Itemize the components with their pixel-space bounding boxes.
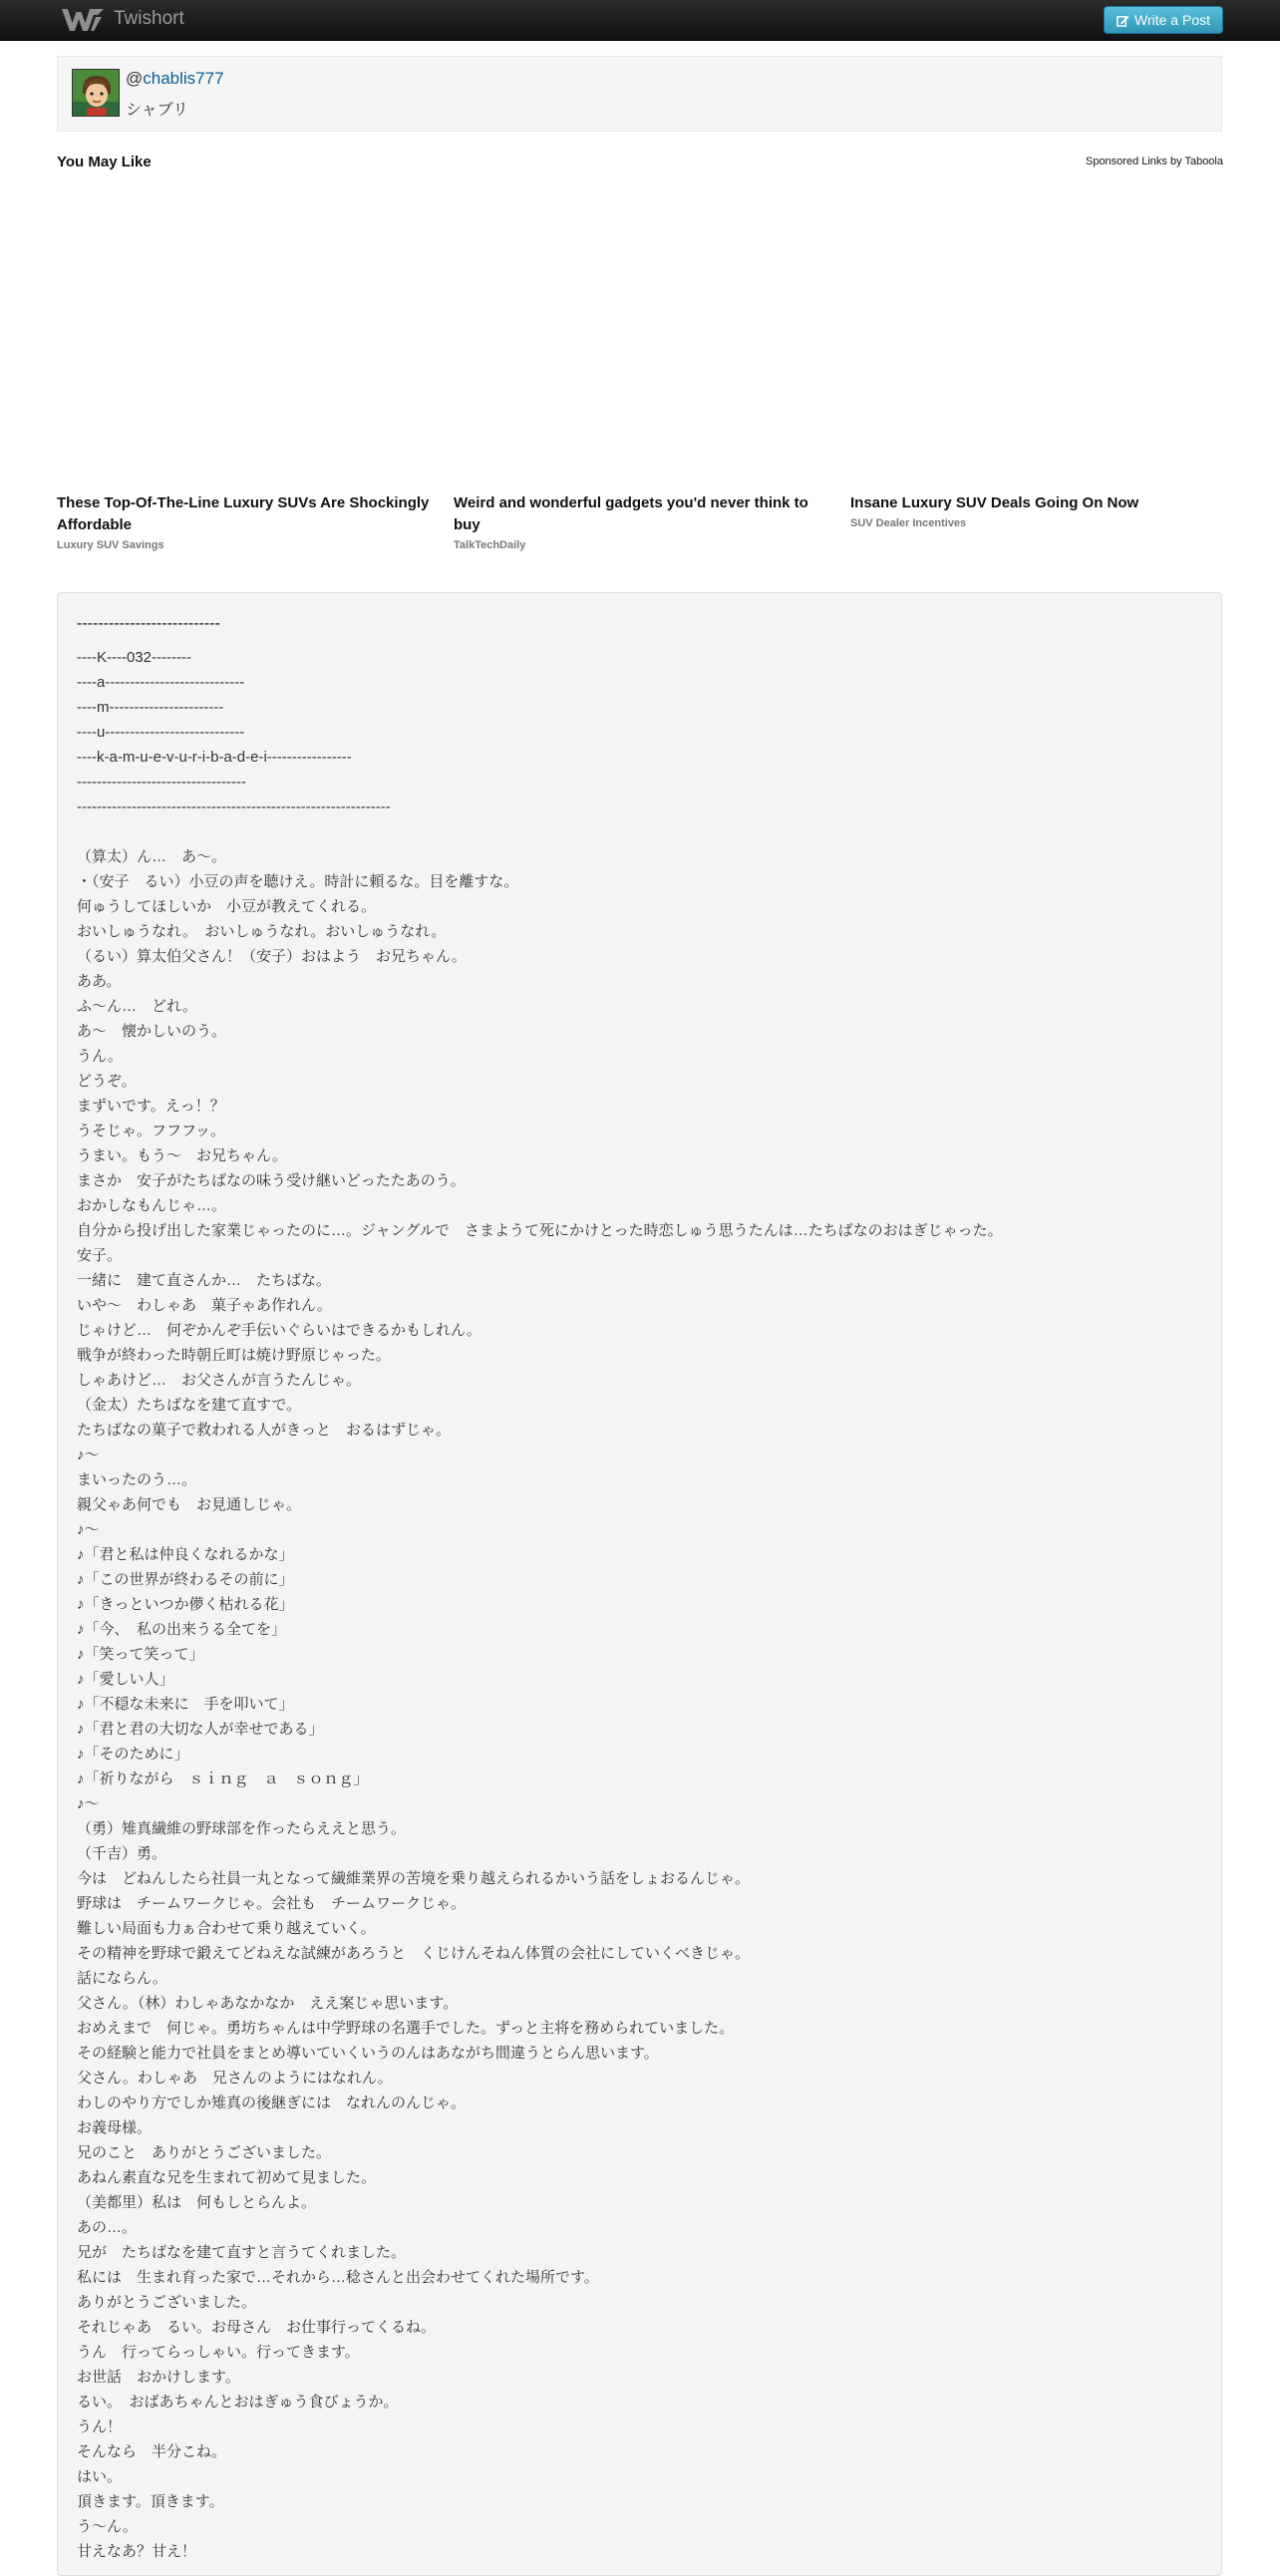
sponsored-links-label[interactable]: Sponsored Links by Taboola xyxy=(1085,156,1223,167)
post-line: 何ゅうしてほしいか 小豆が教えてくれる。 xyxy=(77,898,377,915)
post-line: （美都里）私は 何もしとらんよ。 xyxy=(77,2194,317,2211)
post-line: （勇）雉真繊維の野球部を作ったらええと思う。 xyxy=(77,1820,407,1837)
post-line: まいったのう…。 xyxy=(77,1471,197,1488)
post-line: はい。 xyxy=(77,2468,123,2485)
post-line: ありがとうございました。 xyxy=(77,2294,257,2311)
you-may-like-heading: You May Like xyxy=(57,154,152,170)
post-text xyxy=(77,645,1202,2564)
post-line: --------------------------------------------------------------- xyxy=(77,799,391,815)
post-line: ♪「祈りながら ｓｉｎｇ ａ ｓｏｎｇ」 xyxy=(77,1771,369,1787)
navbar xyxy=(0,0,1280,41)
post-line: 安子。 xyxy=(77,1247,123,1264)
post-line: 兄が たちばなを建て直すと言うてくれました。 xyxy=(77,2244,407,2261)
at-sign: @ xyxy=(126,69,144,88)
post-line: それじゃあ るい。お母さん お仕事行ってくるね。 xyxy=(77,2319,437,2336)
post-body xyxy=(57,592,1222,2576)
post-line: ♪～ xyxy=(77,1795,100,1812)
recommendation-card[interactable] xyxy=(850,492,1224,529)
post-line: うまい。もう～ お兄ちゃん。 xyxy=(77,1147,287,1164)
post-line: まさか 安子がたちばなの味う受け継いどったたあのう。 xyxy=(77,1172,466,1189)
post-line: あねん素直な兄を生まれて初めて見ました。 xyxy=(77,2169,377,2186)
post-line: うん！ xyxy=(77,2418,123,2435)
post-line: 野球は チームワークじゃ。会社も チームワークじゃ。 xyxy=(77,1895,467,1912)
card-source[interactable]: Luxury SUV Savings xyxy=(57,539,164,551)
post-line: 甘えなあ？甘え！ xyxy=(77,2543,197,2560)
post-line: お世話 おかけします。 xyxy=(77,2369,240,2386)
post-line: 難しい局面も力ぁ合わせて乗り越えていく。 xyxy=(77,1920,376,1937)
post-line: 私には 生まれ育った家で…それから…稔さんと出会わせてくれた場所です。 xyxy=(77,2269,599,2286)
post-line: ♪「愛しい人」 xyxy=(77,1671,174,1688)
user-handle-link[interactable]: chablis777 xyxy=(143,69,224,88)
post-line: その精神を野球で鍛えてどねえな試練があろうと くじけんそねん体質の会社にしていくべきじゃ。 xyxy=(77,1945,751,1962)
recommendation-card[interactable] xyxy=(57,492,431,551)
card-source[interactable]: TalkTechDaily xyxy=(454,539,526,551)
post-line: ♪～ xyxy=(77,1521,100,1538)
post-line: まずいです。えっ！？ xyxy=(77,1098,225,1115)
post-line: しゃあけど… お父さんが言うたんじゃ。 xyxy=(77,1372,362,1389)
post-line: ♪「この世界が終わるその前に」 xyxy=(77,1571,294,1588)
post-line: ----a---------------------------- xyxy=(77,674,245,691)
post-line: おめえまで 何じゃ。勇坊ちゃんは中学野球の名選手でした。ずっと主将を務められていました。 xyxy=(77,2020,735,2037)
post-line: ♪「笑って笑って」 xyxy=(77,1646,204,1663)
profile-header xyxy=(57,56,1222,132)
post-line: たちばなの菓子で救われる人がきっと おるはずじゃ。 xyxy=(77,1422,452,1439)
post-line: おいしゅうなれ。 おいしゅうなれ。おいしゅうなれ。 xyxy=(77,923,447,940)
post-line: （算太）ん… あ～。 xyxy=(77,848,227,865)
post-line: ♪～ xyxy=(77,1447,100,1463)
post-line: ♪「今、 私の出来うる全てを」 xyxy=(77,1621,287,1638)
post-line: 兄のこと ありがとうございました。 xyxy=(77,2144,332,2161)
post-line: あ～ 懐かしいのう。 xyxy=(77,1023,227,1040)
post-line: どうぞ。 xyxy=(77,1073,137,1090)
post-line: ----K----032-------- xyxy=(77,649,191,666)
post-line: （千吉）勇。 xyxy=(77,1845,167,1862)
display-name: シャブリ xyxy=(126,102,189,119)
card-title[interactable]: Weird and wonderful gadgets you'd never think to buy xyxy=(454,494,808,533)
post-line: うん 行ってらっしゃい。行ってきます。 xyxy=(77,2344,360,2361)
post-line: ----k-a-m-u-e-v-u-r-i-b-a-d-e-i----------------- xyxy=(77,749,352,766)
post-line: ♪「君と君の大切な人が幸せである」 xyxy=(77,1721,324,1738)
post-line: 話にならん。 xyxy=(77,1970,167,1987)
post-line: そんなら 半分こね。 xyxy=(77,2443,227,2460)
post-line: るい。 おばあちゃんとおはぎゅう食びょうか。 xyxy=(77,2394,399,2411)
post-line: わしのやり方でしか雉真の後継ぎには なれんのんじゃ。 xyxy=(77,2094,467,2111)
post-line: 頂きます。頂きます。 xyxy=(77,2493,224,2510)
post-line: 一緒に 建て直さんか… たちばな。 xyxy=(77,1272,332,1289)
brand-name[interactable]: Twishort xyxy=(114,8,184,29)
post-line: うん。 xyxy=(77,1048,123,1065)
post-line: ・（安子 るい）小豆の声を聴けえ。時計に頼るな。目を離すな。 xyxy=(77,873,519,890)
card-source[interactable]: SUV Dealer Incentives xyxy=(850,517,967,529)
avatar-icon xyxy=(73,70,120,117)
post-line xyxy=(77,819,1202,844)
write-post-button[interactable] xyxy=(1104,6,1223,34)
post-line: ---------------------------------- xyxy=(77,774,246,791)
post-line: ああ。 xyxy=(77,973,122,990)
post-line: う～ん。 xyxy=(77,2518,138,2535)
twishort-logo-icon[interactable] xyxy=(60,6,106,34)
post-line: 今は どねんしたら社員一丸となって繊維業界の苦境を乗り越えられるかいう話をしょおるんじゃ。 xyxy=(77,1870,751,1887)
post-line: 父さん。わしゃあ 兄さんのようにはなれん。 xyxy=(77,2070,393,2087)
post-heading: --------------------------- xyxy=(77,615,220,632)
post-line: あの…。 xyxy=(77,2219,138,2236)
post-line: うそじゃ。フフフッ。 xyxy=(77,1123,225,1139)
post-line: ----m----------------------- xyxy=(77,699,224,716)
edit-icon xyxy=(1117,14,1129,27)
card-title[interactable]: Insane Luxury SUV Deals Going On Now xyxy=(850,494,1139,511)
post-line: おかしなもんじゃ…。 xyxy=(77,1197,227,1214)
post-line: ----u---------------------------- xyxy=(77,724,245,741)
post-line: ♪「君と私は仲良くなれるかな」 xyxy=(77,1546,294,1563)
post-line: じゃけど… 何ぞかんぞ手伝いぐらいはできるかもしれん。 xyxy=(77,1322,481,1339)
post-line: 戦争が終わった時朝丘町は焼け野原じゃった。 xyxy=(77,1347,391,1364)
card-title[interactable]: These Top-Of-The-Line Luxury SUVs Are Shockingly Affordable xyxy=(57,494,430,533)
post-line: （金太）たちばなを建て直すで。 xyxy=(77,1397,302,1414)
post-line: いや～ わしゃあ 菓子ゃあ作れん。 xyxy=(77,1297,332,1314)
write-post-label: Write a Post xyxy=(1134,12,1210,28)
post-line: ♪「不穏な未来に 手を叩いて」 xyxy=(77,1696,294,1713)
post-line: ♪「きっといつか儚く枯れる花」 xyxy=(77,1596,294,1613)
avatar[interactable] xyxy=(72,69,120,117)
recommendation-card[interactable] xyxy=(454,492,827,551)
post-line: ♪「そのために」 xyxy=(77,1746,189,1763)
user-handle xyxy=(126,69,224,89)
post-line: その経験と能力で社員をまとめ導いていくいうのんはあながち間違うとらん思います。 xyxy=(77,2045,659,2062)
post-line: ふ～ん… どれ。 xyxy=(77,998,197,1015)
post-line: 親父ゃあ何でも お見通しじゃ。 xyxy=(77,1496,302,1513)
post-line: お義母様。 xyxy=(77,2119,153,2136)
post-line: 父さん。（林）わしゃあなかなか ええ案じゃ思います。 xyxy=(77,1995,459,2012)
post-line: （るい）算太伯父さん！（安子）おはよう お兄ちゃん。 xyxy=(77,948,467,965)
post-line: 自分から投げ出した家業じゃったのに…。ジャングルで さまようて死にかけとった時恋しゅう思うたんは…たちばなのおはぎじゃった。 xyxy=(77,1222,1003,1239)
